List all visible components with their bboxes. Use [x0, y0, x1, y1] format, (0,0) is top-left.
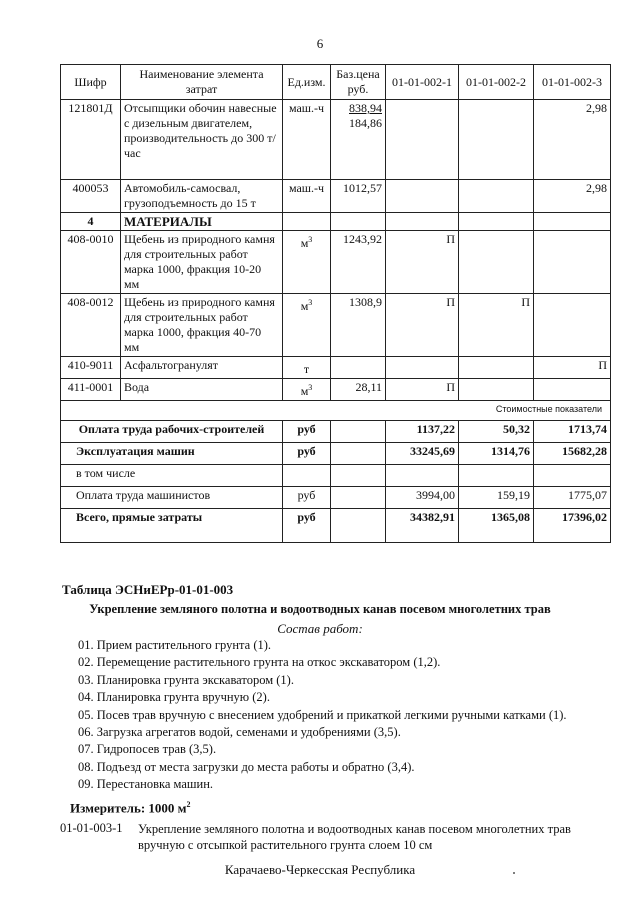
empty-cell: [534, 213, 611, 231]
summary-label: Эксплуатация машин: [61, 443, 283, 465]
row-name: Автомобиль-самосвал, грузоподъемность до 15 т: [121, 180, 283, 213]
empty-cell: [331, 465, 386, 487]
table-row: [61, 294, 611, 357]
header-name: Наименование элемента затрат: [121, 65, 283, 100]
row-unit: $м^3$: [283, 294, 331, 357]
empty-cell: [283, 465, 331, 487]
works-list: [78, 637, 567, 794]
row-price: 1012,57: [331, 180, 386, 213]
row-code: 408-0010: [61, 231, 121, 294]
summary-label: в том числе: [61, 465, 283, 487]
row-v2: [459, 231, 534, 294]
summary-v1: 33245,69: [386, 443, 459, 465]
footer-region: Карачаево-Черкесская Республика: [224, 862, 416, 877]
row-code: 408-0012: [61, 294, 121, 357]
summary-v3: 1713,74: [534, 421, 611, 443]
row-v3: [534, 379, 611, 401]
row-v2: [459, 180, 534, 213]
list-item: 02. Перемещение растительного грунта на откос экскаватором (1,2).: [78, 655, 441, 670]
summary-v1: 34382,91: [386, 509, 459, 543]
row-code: 411-0001: [61, 379, 121, 401]
table-header-row: [61, 65, 611, 100]
row-v3: 2,98: [534, 180, 611, 213]
empty-cell: [331, 487, 386, 509]
summary-v1: 1137,22: [386, 421, 459, 443]
summary-unit: руб: [283, 487, 331, 509]
row-v1: [386, 357, 459, 379]
row-price: 28,11: [331, 379, 386, 401]
row-unit: т: [283, 357, 331, 379]
summary-v2: 50,32: [459, 421, 534, 443]
row-unit: маш.-ч: [283, 100, 331, 180]
row-v1: П: [386, 231, 459, 294]
cost-caption: Стоимостные показатели: [61, 401, 611, 421]
list-item: 04. Планировка грунта вручную (2).: [78, 690, 270, 705]
row-v3: [534, 294, 611, 357]
row-v3: [534, 231, 611, 294]
empty-cell: [386, 465, 459, 487]
row-v2: П: [459, 294, 534, 357]
row-v1: П: [386, 379, 459, 401]
table-row: [61, 180, 611, 213]
summary-label: Оплата труда рабочих-строителей: [61, 421, 283, 443]
table-subtitle: Укрепление земляного полотна и водоотводных канав посевом многолетних трав: [89, 602, 551, 616]
row-code: 400053: [61, 180, 121, 213]
table-row: [61, 379, 611, 401]
header-price: Баз.цена руб.: [331, 65, 386, 100]
list-item: 03. Планировка грунта экскаватором (1).: [78, 672, 294, 687]
header-code: Шифр: [61, 65, 121, 100]
row-v1: [386, 100, 459, 180]
table-row: [61, 100, 611, 180]
entry-code: 01-01-003-1: [60, 821, 123, 835]
summary-v3: 17396,02: [534, 509, 611, 543]
row-name: Вода: [121, 379, 283, 401]
summary-row: [61, 487, 611, 509]
empty-cell: [534, 465, 611, 487]
summary-v2: 159,19: [459, 487, 534, 509]
row-v2: [459, 379, 534, 401]
empty-cell: [331, 213, 386, 231]
summary-row: [61, 421, 611, 443]
list-item: 09. Перестановка машин.: [78, 777, 214, 792]
table-title: Таблица ЭСНиЕРр-01-01-003: [62, 582, 234, 597]
summary-row: [61, 509, 611, 543]
header-col2: 01-01-002-2: [459, 65, 534, 100]
header-unit: Ед.изм.: [283, 65, 331, 100]
row-unit: маш.-ч: [283, 180, 331, 213]
cost-caption-row: [61, 401, 611, 421]
summary-v2: 1365,08: [459, 509, 534, 543]
speck: [513, 872, 515, 874]
empty-cell: [331, 509, 386, 543]
empty-cell: [283, 213, 331, 231]
header-col1: 01-01-002-1: [386, 65, 459, 100]
row-v2: [459, 357, 534, 379]
header-col3: 01-01-002-3: [534, 65, 611, 100]
page-number: 6: [316, 36, 324, 51]
row-v3: П: [534, 357, 611, 379]
summary-unit: руб: [283, 421, 331, 443]
summary-row: [61, 443, 611, 465]
row-code: 410-9011: [61, 357, 121, 379]
summary-label: Всего, прямые затраты: [61, 509, 283, 543]
summary-unit: руб: [283, 509, 331, 543]
list-item: 01. Прием растительного грунта (1).: [78, 638, 272, 652]
summary-v3: 15682,28: [534, 443, 611, 465]
summary-v1: 3994,00: [386, 487, 459, 509]
empty-cell: [331, 443, 386, 465]
empty-cell: [386, 213, 459, 231]
section-title: МАТЕРИАЛЫ: [121, 213, 283, 231]
empty-cell: [331, 421, 386, 443]
summary-v3: 1775,07: [534, 487, 611, 509]
empty-cell: [459, 213, 534, 231]
list-item: 06. Загрузка агрегатов водой, семенами и удобрениями (3,5).: [78, 724, 401, 739]
table-row: [61, 231, 611, 294]
summary-v2: 1314,76: [459, 443, 534, 465]
row-name: Щебень из природного камня для строительных работ марка 1000, фракция 40-70 мм: [121, 294, 283, 357]
row-name: Асфальтогранулят: [121, 357, 283, 379]
row-v2: [459, 100, 534, 180]
rates-table: [60, 64, 611, 543]
summary-label: Оплата труда машинистов: [61, 487, 283, 509]
row-price: 1308,9: [331, 294, 386, 357]
entry-text: Укрепление земляного полотна и водоотводных канав посевом многолетних трав вручную с отсыпкой растительного грунта слоем 10 см: [138, 822, 571, 852]
row-unit: $м^3$: [283, 231, 331, 294]
row-unit: $м^3$: [283, 379, 331, 401]
works-title: Состав работ:: [277, 621, 363, 636]
list-item: 07. Гидропосев трав (3,5).: [78, 742, 217, 757]
meter-label: Измеритель: 1000 $м^2$: [70, 800, 191, 816]
row-name: Отсыпщики обочин навесные с дизельным двигателем, производительность до 300 т/час: [121, 100, 283, 180]
row-v1: [386, 180, 459, 213]
row-price-top: 838,94: [349, 101, 382, 115]
row-name: Щебень из природного камня для строительных работ марка 1000, фракция 10-20 мм: [121, 231, 283, 294]
row-price: [331, 100, 386, 180]
list-item: 08. Подъезд от места загрузки до места работы и обратно (3,4).: [78, 759, 415, 774]
row-price: [331, 357, 386, 379]
row-v1: П: [386, 294, 459, 357]
table-row: [61, 357, 611, 379]
row-v3: 2,98: [534, 100, 611, 180]
summary-unit: руб: [283, 443, 331, 465]
section-row: [61, 213, 611, 231]
list-item: 05. Посев трав вручную с внесением удобрений и прикаткой легкими ручными катками (1).: [78, 707, 567, 722]
summary-row: [61, 465, 611, 487]
row-price: 1243,92: [331, 231, 386, 294]
empty-cell: [459, 465, 534, 487]
row-price-bottom: 184,86: [349, 116, 382, 130]
row-code: 121801Д: [61, 100, 121, 180]
section-number: 4: [61, 213, 121, 231]
